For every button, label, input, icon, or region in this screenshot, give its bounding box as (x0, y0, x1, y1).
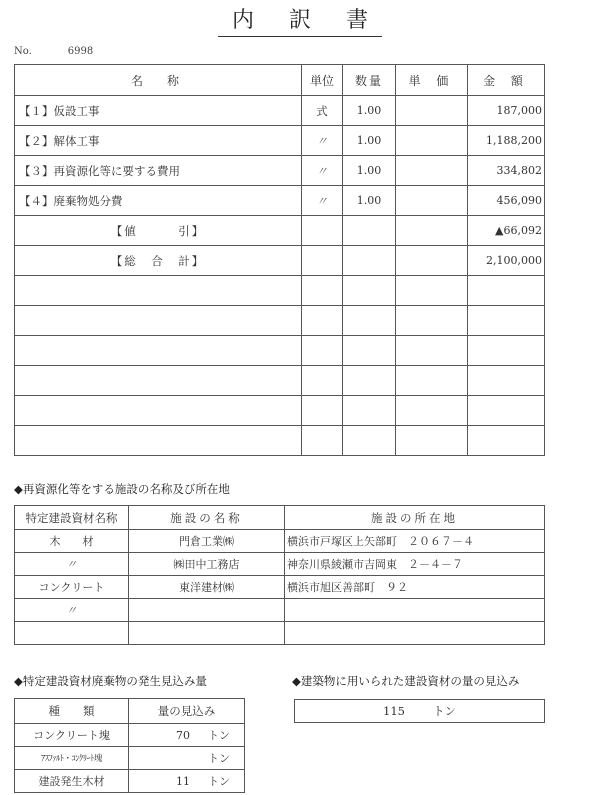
empty-row (15, 276, 545, 306)
header-name: 名 称 (15, 65, 302, 96)
table-row (15, 576, 545, 599)
row-facility (129, 622, 285, 645)
grand-total-amount: 2,100,000 (468, 246, 545, 276)
row-amount: 1,188,200 (468, 126, 545, 156)
empty-cell (15, 276, 302, 306)
header-qty: 数量 (343, 65, 396, 96)
row-address: 横浜市旭区善部町 ９２ (285, 576, 545, 599)
header-kind: 種 類 (15, 699, 129, 724)
row-qty: 1.00 (343, 186, 396, 216)
header-material: 特定建設資材名称 (15, 506, 129, 530)
table-row (15, 747, 245, 770)
empty-cell (468, 336, 545, 366)
empty-cell (302, 276, 343, 306)
empty-row (15, 366, 545, 396)
row-amount-value: 70 (176, 729, 190, 742)
document-title-text: 内 訳 書 (218, 8, 382, 37)
row-facility: 東洋建材㈱ (129, 576, 285, 599)
row-price (396, 156, 468, 186)
empty-cell (468, 276, 545, 306)
row-unit: 〃 (302, 186, 343, 216)
grand-total-row (15, 246, 545, 276)
row-price (396, 186, 468, 216)
row-name: 【２】解体工事 (15, 126, 302, 156)
row-qty: 1.00 (343, 156, 396, 186)
empty-cell (343, 306, 396, 336)
row-address (285, 599, 545, 622)
row-material: 木 材 (15, 530, 129, 553)
empty-cell (15, 306, 302, 336)
empty-cell (343, 366, 396, 396)
row-address: 横浜市戸塚区上矢部町 ２０６７－４ (285, 530, 545, 553)
empty-row (15, 306, 545, 336)
table-row (15, 553, 545, 576)
row-kind: コンクリート塊 (15, 724, 129, 747)
row-amount-value: 11 (176, 775, 190, 788)
table-row (15, 599, 545, 622)
header-amount: 量の見込み (129, 699, 245, 724)
materials-amount-value: 115 (383, 704, 405, 718)
materials-amount-unit: トン (432, 704, 456, 718)
empty-cell (468, 426, 545, 456)
row-address (285, 622, 545, 645)
empty-cell (15, 366, 302, 396)
header-price: 単 価 (396, 65, 468, 96)
document-title (0, 8, 600, 37)
row-amount-unit: トン (208, 752, 230, 765)
empty-cell (302, 306, 343, 336)
row-qty: 1.00 (343, 96, 396, 126)
row-qty: 1.00 (343, 126, 396, 156)
empty-cell (302, 426, 343, 456)
row-amount (129, 747, 245, 770)
facilities-table (14, 505, 545, 645)
row-name: 【３】再資源化等に要する費用 (15, 156, 302, 186)
row-amount-unit: トン (208, 775, 230, 788)
empty-row (15, 336, 545, 366)
grand-total-label: 【総 合 計】 (15, 246, 302, 276)
empty-cell (15, 396, 302, 426)
row-amount (129, 770, 245, 793)
empty-cell (396, 216, 468, 246)
table-row (15, 724, 245, 747)
materials-amount-box (294, 699, 545, 723)
materials-heading: ◆建築物に用いられた建設資材の量の見込み (292, 674, 520, 688)
empty-cell (15, 336, 302, 366)
table-row (15, 622, 545, 645)
discount-amount: ▲66,092 (468, 216, 545, 246)
header-amount: 金 額 (468, 65, 545, 96)
table-row (15, 156, 545, 186)
table-row (15, 186, 545, 216)
empty-cell (302, 216, 343, 246)
row-material (15, 622, 129, 645)
empty-row (15, 396, 545, 426)
empty-cell (396, 396, 468, 426)
row-amount-unit: トン (208, 729, 230, 742)
empty-cell (302, 396, 343, 426)
row-unit: 〃 (302, 126, 343, 156)
empty-cell (343, 396, 396, 426)
table-header-row (15, 65, 545, 96)
empty-cell (302, 336, 343, 366)
empty-cell (468, 306, 545, 336)
table-row (15, 126, 545, 156)
waste-heading: ◆特定建設資材廃棄物の発生見込み量 (14, 674, 207, 688)
empty-cell (396, 426, 468, 456)
row-facility: ㈱田中工務店 (129, 553, 285, 576)
breakdown-table (14, 64, 545, 456)
row-amount (129, 724, 245, 747)
row-facility: 門倉工業㈱ (129, 530, 285, 553)
header-address: 施設の所在地 (285, 506, 545, 530)
row-unit: 式 (302, 96, 343, 126)
table-row (15, 770, 245, 793)
empty-cell (468, 396, 545, 426)
doc-number-value: 6998 (67, 46, 94, 57)
doc-number-label: No. (14, 46, 32, 57)
row-name: 【１】仮設工事 (15, 96, 302, 126)
empty-cell (396, 336, 468, 366)
table-row (15, 530, 545, 553)
waste-table (14, 698, 245, 793)
table-header-row (15, 506, 545, 530)
row-amount: 334,802 (468, 156, 545, 186)
empty-cell (343, 336, 396, 366)
doc-number (14, 46, 93, 57)
row-address: 神奈川県綾瀬市吉岡東 ２－４－７ (285, 553, 545, 576)
empty-row (15, 426, 545, 456)
empty-cell (468, 366, 545, 396)
empty-cell (343, 276, 396, 306)
row-material: 〃 (15, 599, 129, 622)
empty-cell (15, 426, 302, 456)
empty-cell (343, 426, 396, 456)
row-unit: 〃 (302, 156, 343, 186)
empty-cell (396, 366, 468, 396)
row-amount: 456,090 (468, 186, 545, 216)
row-price (396, 126, 468, 156)
table-row (15, 96, 545, 126)
empty-cell (302, 366, 343, 396)
empty-cell (343, 216, 396, 246)
header-facility: 施設の名称 (129, 506, 285, 530)
empty-cell (396, 246, 468, 276)
row-material: 〃 (15, 553, 129, 576)
empty-cell (396, 276, 468, 306)
empty-cell (343, 246, 396, 276)
row-name: 【４】廃棄物処分費 (15, 186, 302, 216)
header-unit: 単位 (302, 65, 343, 96)
row-material: コンクリート (15, 576, 129, 599)
facilities-heading: ◆再資源化等をする施設の名称及び所在地 (14, 482, 230, 496)
row-facility (129, 599, 285, 622)
table-header-row (15, 699, 245, 724)
row-price (396, 96, 468, 126)
discount-row (15, 216, 545, 246)
empty-cell (396, 306, 468, 336)
discount-label: 【値 引】 (15, 216, 302, 246)
row-amount: 187,000 (468, 96, 545, 126)
row-kind: ｱｽﾌｧﾙﾄ・ｺﾝｸﾘｰﾄ塊 (15, 747, 129, 770)
empty-cell (302, 246, 343, 276)
row-kind: 建設発生木材 (15, 770, 129, 793)
